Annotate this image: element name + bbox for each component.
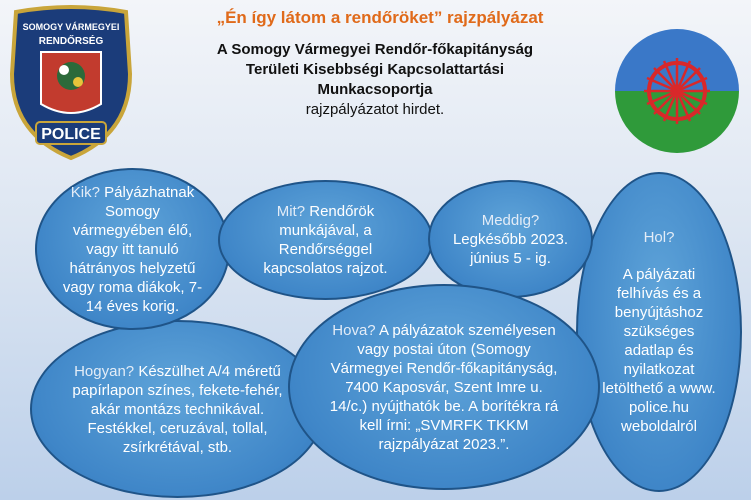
bubble-hova-label: Hova? xyxy=(332,321,379,339)
bubble-hol xyxy=(576,172,742,492)
bubble-mit-label: Mit? xyxy=(276,203,310,220)
page-title: „Én így látom a rendőröket” rajzpályázat xyxy=(216,8,544,27)
header-line-2: Területi Kisebbségi Kapcsolattartási xyxy=(245,61,505,78)
bubble-hol-text: A pályázati felhívás és a benyújtáshoz szükséges adatlap és nyilatkozat letölthető a www. police.hu weboldalról xyxy=(602,266,716,435)
bubble-hova xyxy=(288,284,600,490)
header-line-3: Munkacsoportja xyxy=(317,81,433,98)
bubble-hogyan-label: Hogyan? xyxy=(74,362,139,380)
bubble-hova-text: A pályázatok személyesen vagy postai úton (Somogy Vármegyei Rendőr-főkapitányság, 7400 Kaposvár, Szent Imre u. 14/c.) nyújthatók be. A borítékra rá kell írni: „SVMRFK TKKM rajzpályázat 2023.”. xyxy=(329,321,559,453)
badge-mid-text: RENDŐRSÉG xyxy=(38,36,104,47)
bubble-hol-label: Hol? xyxy=(643,229,675,246)
bubble-kik-label: Kik? xyxy=(70,183,105,201)
bubble-meddig xyxy=(428,180,593,298)
header-line-4: rajzpályázatot hirdet. xyxy=(305,101,445,118)
bubble-kik xyxy=(35,168,230,330)
bubble-hogyan-text: Készülhet A/4 méretű papírlapon színes, fekete-fehér, akár montázs technikával. Festékkel, ceruzával, tollal, zsírkrétával, stb. xyxy=(72,362,283,456)
police-badge-logo xyxy=(6,4,136,162)
bubble-mit-text: Rendőrök munkájával, a Rendőrséggel kapcsolatos rajzot. xyxy=(263,203,388,277)
roma-flag-icon xyxy=(614,28,740,154)
header-line-1: A Somogy Vármegyei Rendőr-főkapitányság xyxy=(216,41,534,58)
badge-top-text: SOMOGY VÁRMEGYEI xyxy=(22,22,120,32)
bubble-hogyan xyxy=(30,320,325,498)
bubble-kik-text: Pályázhatnak Somogy vármegyében élő, vagy itt tanuló hátrányos helyzetű vagy roma diákok, 7-14 éves korig. xyxy=(62,183,203,315)
bubble-mit xyxy=(218,180,433,300)
announcement-header xyxy=(175,40,575,120)
bubble-meddig-text: Legkésőbb 2023. június 5 - ig. xyxy=(452,230,569,267)
badge-police-text: POLICE xyxy=(41,126,101,143)
bubble-meddig-label: Meddig? xyxy=(481,211,540,229)
